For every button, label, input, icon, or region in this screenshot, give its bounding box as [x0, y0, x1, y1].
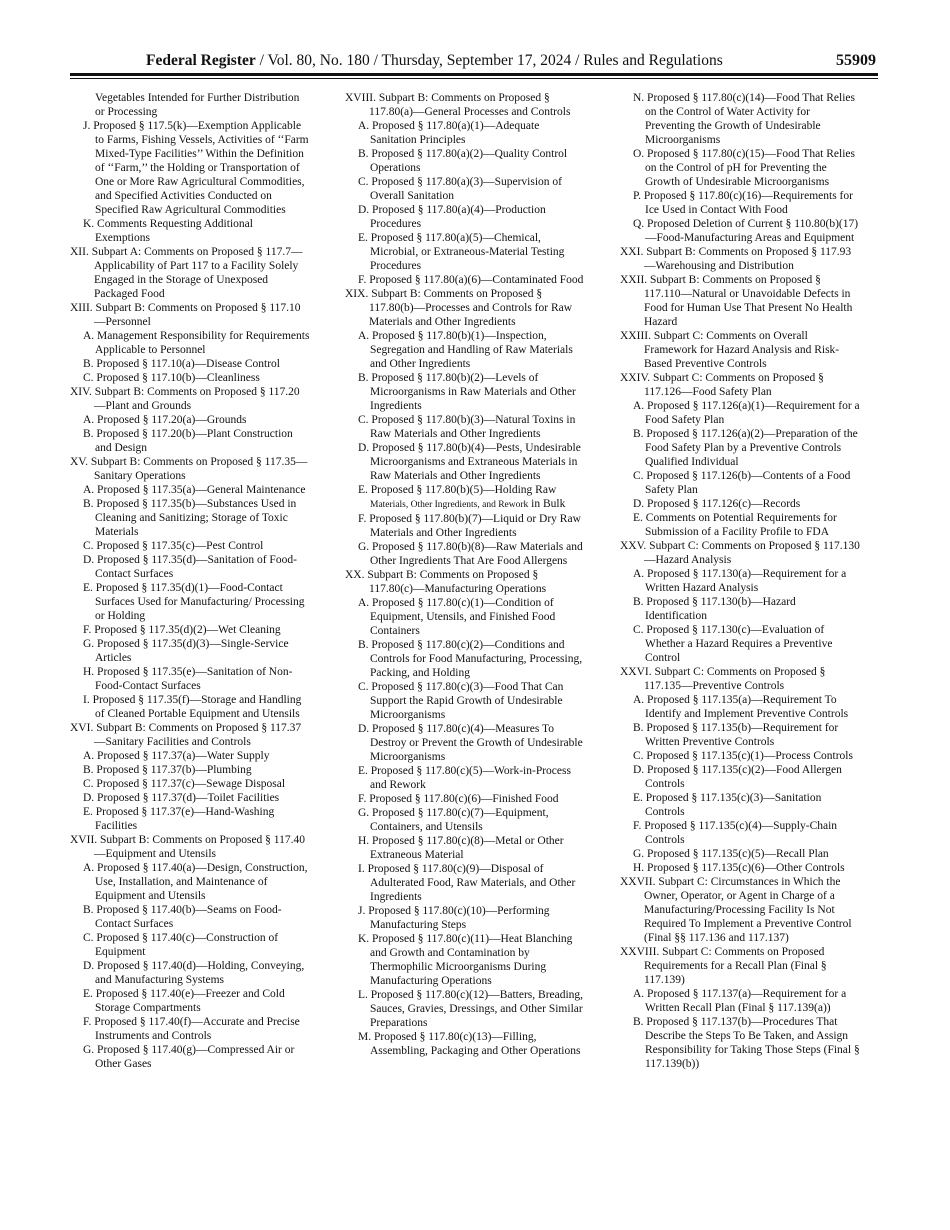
toc-entry-text: A. Proposed § 117.20(a)—Grounds [83, 414, 247, 426]
toc-entry-text: XIII. Subpart B: Comments on Proposed § 117.10—Personnel [70, 302, 301, 328]
toc-section-heading [70, 721, 310, 749]
toc-section-heading [620, 245, 860, 273]
toc-entry [345, 119, 585, 147]
toc-entry-text: D. Proposed § 117.37(d)—Toilet Facilities [83, 792, 280, 804]
toc-entry-text: D. Proposed § 117.135(c)(2)—Food Allergen Controls [633, 764, 845, 790]
toc-entry-text: XXV. Subpart C: Comments on Proposed § 117.130—Hazard Analysis [620, 540, 860, 566]
toc-entry-text: A. Proposed § 117.35(a)—General Maintenance [83, 484, 306, 496]
journal-name: Federal Register [146, 52, 256, 69]
toc-entry [70, 903, 310, 931]
toc-entry [345, 904, 585, 932]
toc-entry-text: G. Proposed § 117.40(g)—Compressed Air or Other Gases [83, 1044, 298, 1070]
toc-entry-text: C. Proposed § 117.80(a)(3)—Supervision of Overall Sanitation [358, 176, 565, 202]
toc-entry [620, 147, 860, 189]
toc-entry-text: E. Proposed § 117.37(e)—Hand-Washing Facilities [83, 806, 278, 832]
toc-entry-text: XXIV. Subpart C: Comments on Proposed § 117.126—Food Safety Plan [620, 372, 827, 398]
toc-entry [620, 749, 860, 763]
toc-section-heading [620, 665, 860, 693]
toc-section-heading [70, 245, 310, 301]
toc-section-heading [620, 273, 860, 329]
toc-entry-text: E. Proposed § 117.35(d)(1)—Food-Contact Surfaces Used for Manufacturing/ Processing or Holding [83, 582, 308, 622]
toc-entry [70, 749, 310, 763]
toc-entry [70, 539, 310, 553]
toc-entry-text: XV. Subpart B: Comments on Proposed § 117.35—Sanitary Operations [70, 456, 308, 482]
toc-entry [345, 371, 585, 413]
toc-entry [70, 581, 310, 623]
toc-entry-text: E. Proposed § 117.80(b)(5)—Holding Raw [358, 484, 557, 496]
toc-entry [70, 791, 310, 805]
toc-entry-text: Q. Proposed Deletion of Current § 110.80(b)(17)—Food-Manufacturing Areas and Equipment [633, 218, 859, 244]
toc-entry-text: C. Proposed § 117.40(c)—Construction of Equipment [83, 932, 281, 958]
toc-entry [70, 217, 310, 245]
toc-entry-text: C. Proposed § 117.37(c)—Sewage Disposal [83, 778, 286, 790]
toc-entry [70, 623, 310, 637]
toc-section-heading [70, 301, 310, 329]
header-title [146, 50, 723, 72]
toc-entry-text: B. Proposed § 117.80(b)(2)—Levels of Microorganisms in Raw Materials and Other Ingredients [358, 372, 579, 412]
toc-entry-text: C. Proposed § 117.35(c)—Pest Control [83, 540, 264, 552]
toc-entry [70, 861, 310, 903]
toc-entry-text: G. Proposed § 117.80(c)(7)—Equipment, Containers, and Utensils [358, 807, 552, 833]
toc-entry-text: J. Proposed § 117.80(c)(10)—Performing Manufacturing Steps [358, 905, 553, 931]
toc-entry-text: F. Proposed § 117.80(a)(6)—Contaminated Food [358, 274, 584, 286]
toc-entry-text: B. Proposed § 117.80(a)(2)—Quality Control Operations [358, 148, 570, 174]
toc-entry-text: E. Proposed § 117.40(e)—Freezer and Cold Storage Compartments [83, 988, 288, 1014]
toc-entry-text: C. Proposed § 117.10(b)—Cleanliness [83, 372, 260, 384]
toc-entry [70, 119, 310, 217]
toc-entry-text: XXVI. Subpart C: Comments on Proposed § 117.135—Preventive Controls [620, 666, 829, 692]
toc-entry [345, 680, 585, 722]
toc-entry [345, 596, 585, 638]
toc-entry-text: B. Proposed § 117.40(b)—Seams on Food-Contact Surfaces [83, 904, 282, 930]
toc-entry [345, 1030, 585, 1058]
toc-entry-text: A. Proposed § 117.80(b)(1)—Inspection, Segregation and Handling of Raw Materials and Other Ingredients [358, 330, 576, 370]
toc-entry [345, 638, 585, 680]
toc-entry [345, 441, 585, 483]
toc-entry [70, 413, 310, 427]
toc-entry-text: E. Proposed § 117.80(c)(5)—Work-in-Process and Rework [358, 765, 574, 791]
toc-entry [345, 834, 585, 862]
toc-entry-text: B. Proposed § 117.135(b)—Requirement for Written Preventive Controls [633, 722, 841, 748]
toc-entry [345, 988, 585, 1030]
toc-entry [620, 847, 860, 861]
toc-entry [345, 175, 585, 203]
toc-section-heading [345, 568, 585, 596]
toc-entry [345, 932, 585, 988]
toc-entry [70, 329, 310, 357]
toc-entry-text: A. Proposed § 117.37(a)—Water Supply [83, 750, 270, 762]
toc-entry-text: G. Proposed § 117.135(c)(5)—Recall Plan [633, 848, 829, 860]
toc-entry-text: A. Proposed § 117.80(c)(1)—Condition of Equipment, Utensils, and Finished Food Containers [358, 597, 559, 637]
toc-entry-text: A. Proposed § 117.40(a)—Design, Construction, Use, Installation, and Maintenance of Equipment and Utensils [83, 862, 311, 902]
toc-entry-text: D. Proposed § 117.35(d)—Sanitation of Food-Contact Surfaces [83, 554, 297, 580]
toc-entry [70, 357, 310, 371]
toc-entry-text: F. Proposed § 117.135(c)(4)—Supply-Chain Controls [633, 820, 840, 846]
toc-entry [70, 1043, 310, 1071]
toc-entry [70, 805, 310, 833]
page-number: 55909 [836, 52, 876, 69]
toc-entry-text: L. Proposed § 117.80(c)(12)—Batters, Breading, Sauces, Gravies, Dressings, and Other Similar Preparations [358, 989, 586, 1029]
toc-entry-text: B. Proposed § 117.126(a)(2)—Preparation of the Food Safety Plan by a Preventive Controls Qualified Individual [633, 428, 861, 468]
toc-entry-text: C. Proposed § 117.130(c)—Evaluation of Whether a Hazard Requires a Preventive Control [633, 624, 836, 664]
toc-entry-text: XVIII. Subpart B: Comments on Proposed § 117.80(a)—General Processes and Controls [345, 92, 571, 118]
toc-entry-text: C. Proposed § 117.80(c)(3)—Food That Can Support the Rapid Growth of Undesirable Microorganisms [358, 681, 567, 721]
toc-entry-text: F. Proposed § 117.80(c)(6)—Finished Food [358, 793, 559, 805]
toc-entry [70, 987, 310, 1015]
toc-entry-text: G. Proposed § 117.80(b)(8)—Raw Materials and Other Ingredients That Are Food Allergens [358, 541, 586, 567]
toc-section-heading [70, 833, 310, 861]
toc-entry-text: B. Proposed § 117.10(a)—Disease Control [83, 358, 280, 370]
toc-entry [345, 862, 585, 904]
running-header [70, 50, 878, 74]
toc-entry-text: G. Proposed § 117.35(d)(3)—Single-Service Articles [83, 638, 291, 664]
toc-entry-text: A. Management Responsibility for Requirements Applicable to Personnel [83, 330, 312, 356]
toc-entry-text: D. Proposed § 117.126(c)—Records [633, 498, 801, 510]
toc-entry [345, 273, 585, 287]
toc-entry [620, 1015, 863, 1071]
toc-entry [70, 693, 310, 721]
toc-entry-text: A. Proposed § 117.80(a)(1)—Adequate Sanitation Principles [358, 120, 543, 146]
toc-entry [70, 371, 310, 385]
toc-entry [70, 637, 310, 665]
toc-entry-text: B. Proposed § 117.20(b)—Plant Construction and Design [83, 428, 296, 454]
toc-entry [620, 693, 860, 721]
toc-column-3 [620, 91, 863, 1071]
toc-entry [70, 553, 310, 581]
toc-entry [345, 764, 585, 792]
toc-section-heading [620, 945, 860, 987]
toc-entry-text: H. Proposed § 117.80(c)(8)—Metal or Other Extraneous Material [358, 835, 567, 861]
toc-entry [620, 763, 860, 791]
toc-entry-text: Vegetables Intended for Further Distribution or Processing [95, 92, 303, 118]
toc-section-heading [70, 455, 310, 483]
toc-entry-text: H. Proposed § 117.135(c)(6)—Other Controls [633, 862, 845, 874]
toc-entry [345, 483, 585, 512]
toc-entry-text: F. Proposed § 117.35(d)(2)—Wet Cleaning [83, 624, 281, 636]
toc-entry-text: B. Proposed § 117.37(b)—Plumbing [83, 764, 252, 776]
toc-entry [70, 931, 310, 959]
toc-column-2 [345, 91, 585, 1058]
toc-entry-text: I. Proposed § 117.35(f)—Storage and Handling of Cleaned Portable Equipment and Utensils [83, 694, 305, 720]
toc-entry [620, 217, 860, 245]
toc-entry-text: C. Proposed § 117.80(b)(3)—Natural Toxins in Raw Materials and Other Ingredients [358, 414, 579, 440]
toc-entry [345, 413, 585, 441]
toc-entry-text: B. Proposed § 117.80(c)(2)—Conditions and Controls for Food Manufacturing, Processing, Packing, and Holding [358, 639, 585, 679]
toc-entry [620, 987, 860, 1015]
toc-section-heading [345, 287, 585, 329]
toc-entry-text: E. Comments on Potential Requirements for Submission of a Facility Profile to FDA [633, 512, 840, 538]
toc-entry [70, 497, 310, 539]
toc-entry-text: C. Proposed § 117.135(c)(1)—Process Controls [633, 750, 853, 762]
toc-entry [620, 721, 860, 749]
toc-entry-text: H. Proposed § 117.35(e)—Sanitation of Non-Food-Contact Surfaces [83, 666, 293, 692]
header-rule-thick [70, 73, 878, 76]
toc-entry [70, 777, 310, 791]
toc-entry [345, 540, 585, 568]
toc-entry-text: B. Proposed § 117.130(b)—Hazard Identification [633, 596, 799, 622]
toc-entry [620, 819, 860, 847]
toc-entry-text: E. Proposed § 117.80(a)(5)—Chemical, Microbial, or Extraneous-Material Testing Procedures [358, 232, 568, 272]
toc-entry-text: B. Proposed § 117.137(b)—Procedures That Describe the Steps To Be Taken, and Assign Responsibility for Taking Those Steps (Final § 117.139(b)) [633, 1016, 863, 1070]
toc-entry [345, 329, 585, 371]
toc-entry-text: XXII. Subpart B: Comments on Proposed § 117.110—Natural or Unavoidable Defects in Food for Human Use That Present No Health Hazard [620, 274, 856, 328]
toc-entry [70, 483, 310, 497]
toc-entry-text: XVI. Subpart B: Comments on Proposed § 117.37—Sanitary Facilities and Controls [70, 722, 302, 748]
toc-entry [620, 469, 860, 497]
toc-entry [620, 567, 860, 595]
toc-entry-text: XIX. Subpart B: Comments on Proposed § 117.80(b)—Processes and Controls for Raw Materials and Other Ingredients [345, 288, 575, 328]
toc-entry-text: M. Proposed § 117.80(c)(13)—Filling, Assembling, Packaging and Other Operations [358, 1031, 581, 1057]
toc-entry [345, 792, 585, 806]
toc-entry [70, 959, 310, 987]
toc-entry-text: A. Proposed § 117.135(a)—Requirement To Identify and Implement Preventive Controls [633, 694, 849, 720]
toc-entry-text: J. Proposed § 117.5(k)—Exemption Applicable to Farms, Fishing Vessels, Activities of ‘‘Farm Mixed-Type Facilities’’ Within the Definition of ‘‘Farm,’’ the Holding or Transportation of One or More Raw Agricultural Commodities, and Specified Activities Conducted on Specified Raw Agricultural Commodities [83, 120, 312, 216]
toc-entry-text: I. Proposed § 117.80(c)(9)—Disposal of Adulterated Food, Raw Materials, and Other Ingredients [358, 863, 579, 903]
toc-entry [345, 512, 585, 540]
toc-entry-text: F. Proposed § 117.40(f)—Accurate and Precise Instruments and Controls [83, 1016, 303, 1042]
toc-entry [620, 623, 860, 665]
toc-entry-text: XVII. Subpart B: Comments on Proposed § 117.40—Equipment and Utensils [70, 834, 305, 860]
toc-entry [345, 147, 585, 175]
toc-entry [70, 1015, 310, 1043]
toc-section-heading [620, 539, 860, 567]
toc-entry-small-text: Materials, Other Ingredients, and Rework [370, 500, 529, 510]
toc-entry-text: XXVIII. Subpart C: Comments on Proposed Requirements for a Recall Plan (Final § 117.139) [620, 946, 830, 986]
toc-entry [70, 427, 310, 455]
toc-entry-text: N. Proposed § 117.80(c)(14)—Food That Relies on the Control of Water Activity for Preventing the Growth of Undesirable Microorganisms [633, 92, 858, 146]
toc-entry-text: XXI. Subpart B: Comments on Proposed § 117.93—Warehousing and Distribution [620, 246, 852, 272]
toc-entry [345, 806, 585, 834]
toc-column-1 [70, 91, 310, 1071]
toc-section-heading [345, 91, 585, 119]
toc-entry [345, 231, 585, 273]
toc-entry [620, 595, 860, 623]
toc-entry-text: XII. Subpart A: Comments on Proposed § 117.7—Applicability of Part 117 to a Facility Solely Engaged in the Storage of Unexposed Packaged Food [70, 246, 303, 300]
toc-entry [345, 203, 585, 231]
toc-entry [620, 189, 860, 217]
toc-entry [620, 427, 860, 469]
toc-entry-text: D. Proposed § 117.80(b)(4)—Pests, Undesirable Microorganisms and Extraneous Materials in Raw Materials and Other Ingredients [358, 442, 584, 482]
toc-entry-text: B. Proposed § 117.35(b)—Substances Used in Cleaning and Sanitizing; Storage of Toxic Materials [83, 498, 300, 538]
toc-entry-text: A. Proposed § 117.137(a)—Requirement for a Written Recall Plan (Final § 117.139(a)) [633, 988, 849, 1014]
toc-entry-text: A. Proposed § 117.130(a)—Requirement for a Written Hazard Analysis [633, 568, 849, 594]
toc-entry-text: A. Proposed § 117.126(a)(1)—Requirement for a Food Safety Plan [633, 400, 863, 426]
toc-entry-text: K. Proposed § 117.80(c)(11)—Heat Blanching and Growth and Contamination by Thermophilic Microorganisms During Manufacturing Operations [358, 933, 576, 987]
toc-section-heading [620, 875, 860, 945]
toc-entry-text: XX. Subpart B: Comments on Proposed § 117.80(c)—Manufacturing Operations [345, 569, 547, 595]
toc-section-heading [70, 385, 310, 413]
toc-entry [70, 763, 310, 777]
toc-entry-text: K. Comments Requesting Additional Exemptions [83, 218, 256, 244]
toc-entry-text: D. Proposed § 117.80(c)(4)—Measures To Destroy or Prevent the Growth of Undesirable Microorganisms [358, 723, 586, 763]
toc-entry [620, 399, 863, 427]
toc-entry [620, 861, 860, 875]
toc-entry-text-cont: in Bulk [531, 498, 566, 510]
toc-entry-text: XXVII. Subpart C: Circumstances in Which the Owner, Operator, or Agent in Charge of a Manufacturing/Processing Facility Is Not Required To Implement a Preventive Control (Final §§ 117.136 and 117.137) [620, 876, 855, 944]
toc-entry [620, 497, 860, 511]
toc-entry-text: P. Proposed § 117.80(c)(16)—Requirements for Ice Used in Contact With Food [633, 190, 856, 216]
toc-entry [345, 722, 585, 764]
toc-entry-text: F. Proposed § 117.80(b)(7)—Liquid or Dry Raw Materials and Other Ingredients [358, 513, 584, 539]
header-rule-thin [70, 78, 878, 79]
toc-entry-text: D. Proposed § 117.80(a)(4)—Production Procedures [358, 204, 549, 230]
issue-details: / Vol. 80, No. 180 / Thursday, September 17, 2024 / Rules and Regulations [255, 52, 723, 69]
toc-entry-text: E. Proposed § 117.135(c)(3)—Sanitation Controls [633, 792, 825, 818]
toc-entry-text: O. Proposed § 117.80(c)(15)—Food That Relies on the Control of pH for Preventing the Growth of Undesirable Microorganisms [633, 148, 858, 188]
toc-entry [70, 665, 310, 693]
toc-entry-text: XXIII. Subpart C: Comments on Overall Framework for Hazard Analysis and Risk-Based Preventive Controls [620, 330, 840, 370]
toc-entry [70, 91, 310, 119]
toc-entry-text: XIV. Subpart B: Comments on Proposed § 117.20—Plant and Grounds [70, 386, 300, 412]
toc-entry [620, 91, 860, 147]
toc-entry [620, 511, 860, 539]
toc-section-heading [620, 371, 860, 399]
toc-entry-text: C. Proposed § 117.126(b)—Contents of a Food Safety Plan [633, 470, 854, 496]
toc-section-heading [620, 329, 860, 371]
toc-entry [620, 791, 860, 819]
toc-entry-text: D. Proposed § 117.40(d)—Holding, Conveying, and Manufacturing Systems [83, 960, 308, 986]
